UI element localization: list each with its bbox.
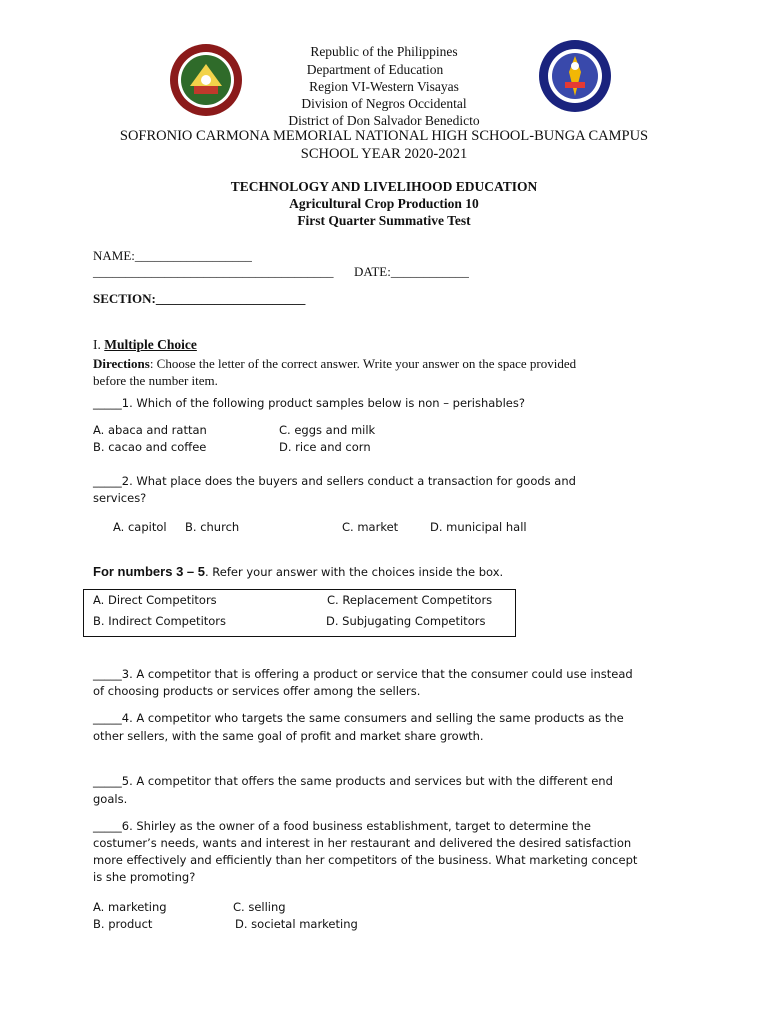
q1-choice-c: C. eggs and milk	[279, 423, 376, 437]
q6-choice-c: C. selling	[233, 900, 286, 914]
school-name: SOFRONIO CARMONA MEMORIAL NATIONAL HIGH SCHOOL-BUNGA CAMPUS	[119, 128, 649, 144]
q6-choice-d: D. societal marketing	[235, 917, 358, 931]
reference-rest: . Refer your answer with the choices inside the box.	[204, 565, 504, 579]
course-title: Agricultural Crop Production 10	[289, 196, 479, 211]
q6-choice-b: B. product	[93, 917, 153, 931]
name-field: NAME:__________________	[93, 248, 252, 263]
directions-text: : Choose the letter of the correct answer. Write your answer on the space provided	[149, 356, 577, 371]
name-field-continuation: _____________________________________	[93, 264, 334, 279]
directions-label: Directions	[93, 356, 150, 371]
part1-title: Multiple Choice	[104, 337, 197, 352]
question-5-line-1: _____5. A competitor that offers the same products and services but with the different end	[93, 774, 613, 788]
box-choice-d: D. Subjugating Competitors	[326, 614, 486, 628]
header-district: District of Don Salvador Benedicto	[288, 113, 480, 128]
date-field: DATE:____________	[354, 264, 469, 279]
question-2-line-1: _____2. What place does the buyers and sellers conduct a transaction for goods and	[93, 474, 576, 488]
q6-choice-a: A. marketing	[93, 900, 167, 914]
section-label: SECTION:	[93, 291, 156, 306]
q2-choice-d: D. municipal hall	[430, 520, 527, 534]
box-choice-a: A. Direct Competitors	[93, 593, 217, 607]
q2-choice-c: C. market	[342, 520, 399, 534]
directions-text-2: before the number item.	[93, 373, 218, 388]
box-choice-b: B. Indirect Competitors	[93, 614, 227, 628]
test-title: First Quarter Summative Test	[297, 213, 471, 228]
question-1: _____1. Which of the following product samples below is non – perishables?	[93, 396, 525, 410]
reference-instruction	[93, 563, 503, 582]
header-department: Department of Education	[306, 62, 444, 77]
box-choice-c: C. Replacement Competitors	[327, 593, 493, 607]
directions	[93, 355, 693, 373]
part1-heading	[93, 337, 197, 353]
question-6-line-4: is she promoting?	[93, 870, 196, 884]
question-3-line-2: of choosing products or services offer among the sellers.	[93, 684, 421, 698]
header-republic: Republic of the Philippines	[310, 44, 458, 59]
question-6-line-2: costumer’s needs, wants and interest in her restaurant and delivered the desired satisfaction	[93, 836, 632, 850]
part1-roman: I.	[93, 337, 101, 352]
q2-choice-a: A. capitol	[113, 520, 167, 534]
school-year: SCHOOL YEAR 2020-2021	[300, 146, 468, 162]
section-field	[93, 291, 305, 307]
question-5-line-2: goals.	[93, 792, 128, 806]
question-6-line-3: more effectively and efficiently than her competitors of the business. What marketing concept	[93, 853, 638, 867]
q1-choice-a: A. abaca and rattan	[93, 423, 207, 437]
q1-choice-d: D. rice and corn	[279, 440, 371, 454]
question-4-line-2: other sellers, with the same goal of profit and market share growth.	[93, 729, 484, 743]
header-division: Division of Negros Occidental	[301, 96, 467, 111]
subject-title: TECHNOLOGY AND LIVELIHOOD EDUCATION	[230, 179, 538, 194]
question-4-line-1: _____4. A competitor who targets the same consumers and selling the same products as the	[93, 711, 624, 725]
q1-choice-b: B. cacao and coffee	[93, 440, 207, 454]
q2-choice-b: B. church	[185, 520, 240, 534]
question-2-line-2: services?	[93, 491, 147, 505]
section-line: _______________________	[155, 291, 306, 306]
question-3-line-1: _____3. A competitor that is offering a product or service that the consumer could use instead	[93, 667, 633, 681]
reference-bold: For numbers 3 – 5	[93, 564, 205, 579]
question-6-line-1: _____6. Shirley as the owner of a food business establishment, target to determine the	[93, 819, 591, 833]
header-region: Region VI-Western Visayas	[309, 79, 459, 94]
